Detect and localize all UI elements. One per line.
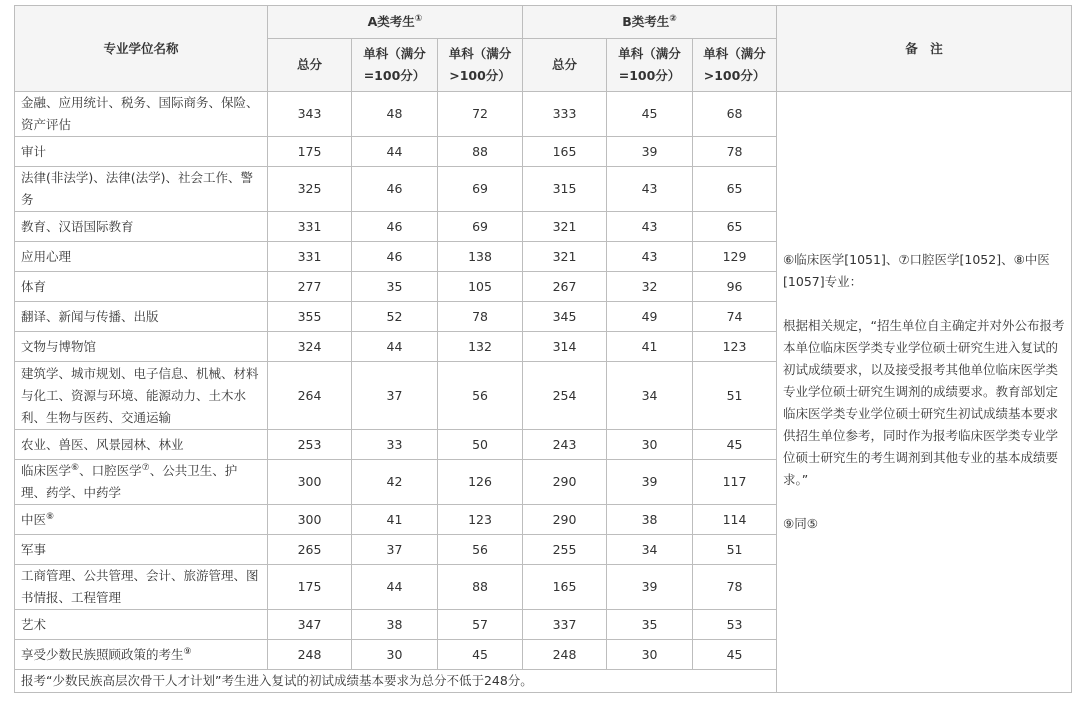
major-name-text: 翻译、新闻与传播、出版 [21, 308, 159, 324]
score-cell-b-sgt: 114 [693, 505, 777, 535]
major-name-cell [15, 302, 268, 332]
score-cell-b-total: 321 [523, 242, 607, 272]
score-cell-a-s100: 30 [352, 640, 438, 670]
major-name-cell [15, 242, 268, 272]
score-cell-b-sgt: 65 [693, 212, 777, 242]
score-cell-b-total: 315 [523, 167, 607, 212]
score-cell-b-s100: 34 [607, 362, 693, 430]
group-b-header: B类考生② [523, 6, 777, 39]
score-cell-b-s100: 34 [607, 535, 693, 565]
score-cell-b-sgt: 129 [693, 242, 777, 272]
score-cell-b-sgt: 51 [693, 535, 777, 565]
score-cell-b-total: 337 [523, 610, 607, 640]
major-name-cell [15, 430, 268, 460]
score-cell-b-total: 267 [523, 272, 607, 302]
score-cell-a-s100: 44 [352, 332, 438, 362]
score-cell-a-total: 325 [268, 167, 352, 212]
score-cell-a-total: 324 [268, 332, 352, 362]
remark-line2: 根据相关规定，“招生单位自主确定并对外公布报考本单位临床医学类专业学位硕士研究生进入复试的初试成绩要求，以及接受报考其他单位临床医学类专业学位硕士研究生调剂的成绩要求。教育部划定临床医学类专业学位硕士研究生初试成绩基本要求供招生单位参考，同时作为报考临床医学类专业学位硕士研究生的考生调剂到其他专业的基本成绩要求。” [783, 318, 1065, 487]
score-cell-b-total: 321 [523, 212, 607, 242]
b-single-100-header: 单科（满分=100分） [607, 39, 693, 92]
major-name-text: 应用心理 [21, 248, 72, 264]
major-name-text: 、口腔医学 [79, 463, 142, 478]
major-name-text: 、公共卫生、护理、药学、中药学 [21, 463, 238, 500]
score-cell-a-s100: 48 [352, 92, 438, 137]
major-name-cell [15, 167, 268, 212]
score-cell-a-sgt: 88 [438, 565, 523, 610]
score-cell-b-sgt: 117 [693, 460, 777, 505]
b-single-gt100-header: 单科（满分>100分） [693, 39, 777, 92]
score-cell-b-s100: 41 [607, 332, 693, 362]
score-cell-b-total: 243 [523, 430, 607, 460]
table-body [15, 92, 1072, 693]
score-cell-a-sgt: 45 [438, 640, 523, 670]
major-name-cell [15, 565, 268, 610]
major-name-text: 艺术 [21, 616, 47, 632]
major-name-text: 文物与博物馆 [21, 338, 97, 354]
score-cell-a-total: 300 [268, 460, 352, 505]
score-cell-a-sgt: 56 [438, 535, 523, 565]
score-cell-a-s100: 37 [352, 535, 438, 565]
score-cell-b-total: 248 [523, 640, 607, 670]
major-name-text: 教育、汉语国际教育 [21, 218, 134, 234]
score-cell-b-s100: 49 [607, 302, 693, 332]
score-cell-b-s100: 39 [607, 137, 693, 167]
score-cell-a-s100: 41 [352, 505, 438, 535]
major-name-cell [15, 272, 268, 302]
score-cell-a-s100: 44 [352, 137, 438, 167]
score-cell-a-sgt: 69 [438, 167, 523, 212]
group-a-mark: ① [414, 13, 423, 24]
score-cell-b-sgt: 45 [693, 640, 777, 670]
score-cell-b-s100: 30 [607, 640, 693, 670]
score-cell-b-total: 165 [523, 565, 607, 610]
score-cell-a-total: 175 [268, 137, 352, 167]
remark-column-header: 备 注 [777, 6, 1072, 92]
score-cell-b-sgt: 78 [693, 137, 777, 167]
score-cell-a-sgt: 78 [438, 302, 523, 332]
major-name-text: 金融、应用统计、税务、国际商务、保险、资产评估 [21, 95, 259, 132]
score-cell-a-total: 175 [268, 565, 352, 610]
major-column-header: 专业学位名称 [15, 6, 268, 92]
major-name-cell [15, 212, 268, 242]
footnote-mark: ⑥ [71, 462, 80, 473]
score-cell-b-s100: 43 [607, 167, 693, 212]
score-cell-a-s100: 37 [352, 362, 438, 430]
score-cell-b-sgt: 123 [693, 332, 777, 362]
major-name-cell [15, 137, 268, 167]
score-cell-b-s100: 38 [607, 505, 693, 535]
score-cell-a-sgt: 69 [438, 212, 523, 242]
score-cell-a-sgt: 132 [438, 332, 523, 362]
score-cell-b-s100: 45 [607, 92, 693, 137]
score-cell-b-s100: 43 [607, 212, 693, 242]
major-name-cell [15, 92, 268, 137]
footnote-mark: ⑦ [141, 462, 150, 473]
score-cell-a-s100: 42 [352, 460, 438, 505]
score-cell-b-total: 255 [523, 535, 607, 565]
b-total-header: 总分 [523, 39, 607, 92]
score-cell-a-sgt: 72 [438, 92, 523, 137]
score-cell-a-total: 264 [268, 362, 352, 430]
major-name-text: 享受少数民族照顾政策的考生 [21, 646, 184, 662]
a-single-gt100-header: 单科（满分>100分） [438, 39, 523, 92]
score-cell-a-total: 300 [268, 505, 352, 535]
table-row [15, 92, 1072, 137]
a-single-100-header: 单科（满分=100分） [352, 39, 438, 92]
score-cell-b-total: 345 [523, 302, 607, 332]
score-cell-a-total: 347 [268, 610, 352, 640]
score-cell-a-s100: 38 [352, 610, 438, 640]
score-cell-b-sgt: 68 [693, 92, 777, 137]
score-cell-b-sgt: 65 [693, 167, 777, 212]
major-name-text: 法律(非法学)、法律(法学)、社会工作、警务 [21, 170, 254, 207]
major-name-text: 体育 [21, 278, 47, 294]
score-cell-a-sgt: 105 [438, 272, 523, 302]
score-cell-b-s100: 30 [607, 430, 693, 460]
score-cell-a-total: 343 [268, 92, 352, 137]
score-cell-a-sgt: 126 [438, 460, 523, 505]
footnote-mark: ⑨ [183, 646, 192, 657]
score-cell-b-total: 254 [523, 362, 607, 430]
score-cell-a-total: 277 [268, 272, 352, 302]
major-name-cell [15, 332, 268, 362]
major-name-cell [15, 535, 268, 565]
major-name-text: 军事 [21, 541, 47, 557]
score-cell-a-sgt: 57 [438, 610, 523, 640]
score-cell-b-sgt: 53 [693, 610, 777, 640]
score-cell-b-sgt: 74 [693, 302, 777, 332]
score-cell-a-total: 265 [268, 535, 352, 565]
major-name-cell [15, 610, 268, 640]
remark-line3: ⑨同⑤ [783, 516, 818, 531]
score-cell-b-s100: 39 [607, 565, 693, 610]
score-cell-a-total: 248 [268, 640, 352, 670]
score-cell-a-total: 355 [268, 302, 352, 332]
score-cell-a-sgt: 123 [438, 505, 523, 535]
score-cell-a-sgt: 138 [438, 242, 523, 272]
major-name-cell [15, 505, 268, 535]
remark-cell [777, 92, 1072, 693]
score-cell-a-sgt: 56 [438, 362, 523, 430]
major-name-text: 建筑学、城市规划、电子信息、机械、材料与化工、资源与环境、能源动力、土木水利、生物与医药、交通运输 [21, 365, 259, 425]
score-cell-a-s100: 44 [352, 565, 438, 610]
group-a-header: A类考生① [268, 6, 523, 39]
score-cell-a-s100: 46 [352, 212, 438, 242]
score-cell-a-total: 253 [268, 430, 352, 460]
score-cell-b-s100: 43 [607, 242, 693, 272]
remark-line1: ⑥临床医学[1051]、⑦口腔医学[1052]、⑧中医[1057]专业： [783, 252, 1050, 289]
score-table [14, 5, 1072, 693]
score-cell-b-sgt: 45 [693, 430, 777, 460]
table-header [15, 6, 1072, 92]
score-cell-a-total: 331 [268, 242, 352, 272]
major-name-text: 临床医学 [21, 463, 72, 478]
score-cell-b-total: 333 [523, 92, 607, 137]
score-cell-a-total: 331 [268, 212, 352, 242]
major-name-cell [15, 362, 268, 430]
a-total-header: 总分 [268, 39, 352, 92]
score-cell-b-s100: 39 [607, 460, 693, 505]
major-name-cell [15, 640, 268, 670]
major-name-text: 农业、兽医、风景园林、林业 [21, 436, 184, 452]
score-cell-b-total: 290 [523, 505, 607, 535]
score-cell-a-s100: 52 [352, 302, 438, 332]
score-cell-b-sgt: 96 [693, 272, 777, 302]
major-name-cell [15, 460, 268, 505]
score-cell-b-total: 290 [523, 460, 607, 505]
major-name-text: 中医 [21, 511, 47, 527]
score-cell-b-sgt: 51 [693, 362, 777, 430]
score-cell-b-s100: 35 [607, 610, 693, 640]
score-cell-b-sgt: 78 [693, 565, 777, 610]
score-cell-a-s100: 46 [352, 242, 438, 272]
footnote-mark: ⑧ [46, 511, 55, 522]
footnote-text: 报考“少数民族高层次骨干人才计划”考生进入复试的初试成绩基本要求为总分不低于248分。 [15, 670, 777, 693]
group-b-mark: ② [669, 13, 677, 24]
score-cell-b-total: 314 [523, 332, 607, 362]
major-name-text: 工商管理、公共管理、会计、旅游管理、图书情报、工程管理 [21, 568, 259, 605]
score-cell-a-s100: 35 [352, 272, 438, 302]
score-cell-a-s100: 46 [352, 167, 438, 212]
score-cell-b-s100: 32 [607, 272, 693, 302]
score-cell-a-s100: 33 [352, 430, 438, 460]
major-name-text: 审计 [21, 143, 47, 159]
score-cell-a-sgt: 88 [438, 137, 523, 167]
score-cell-b-total: 165 [523, 137, 607, 167]
score-cell-a-sgt: 50 [438, 430, 523, 460]
